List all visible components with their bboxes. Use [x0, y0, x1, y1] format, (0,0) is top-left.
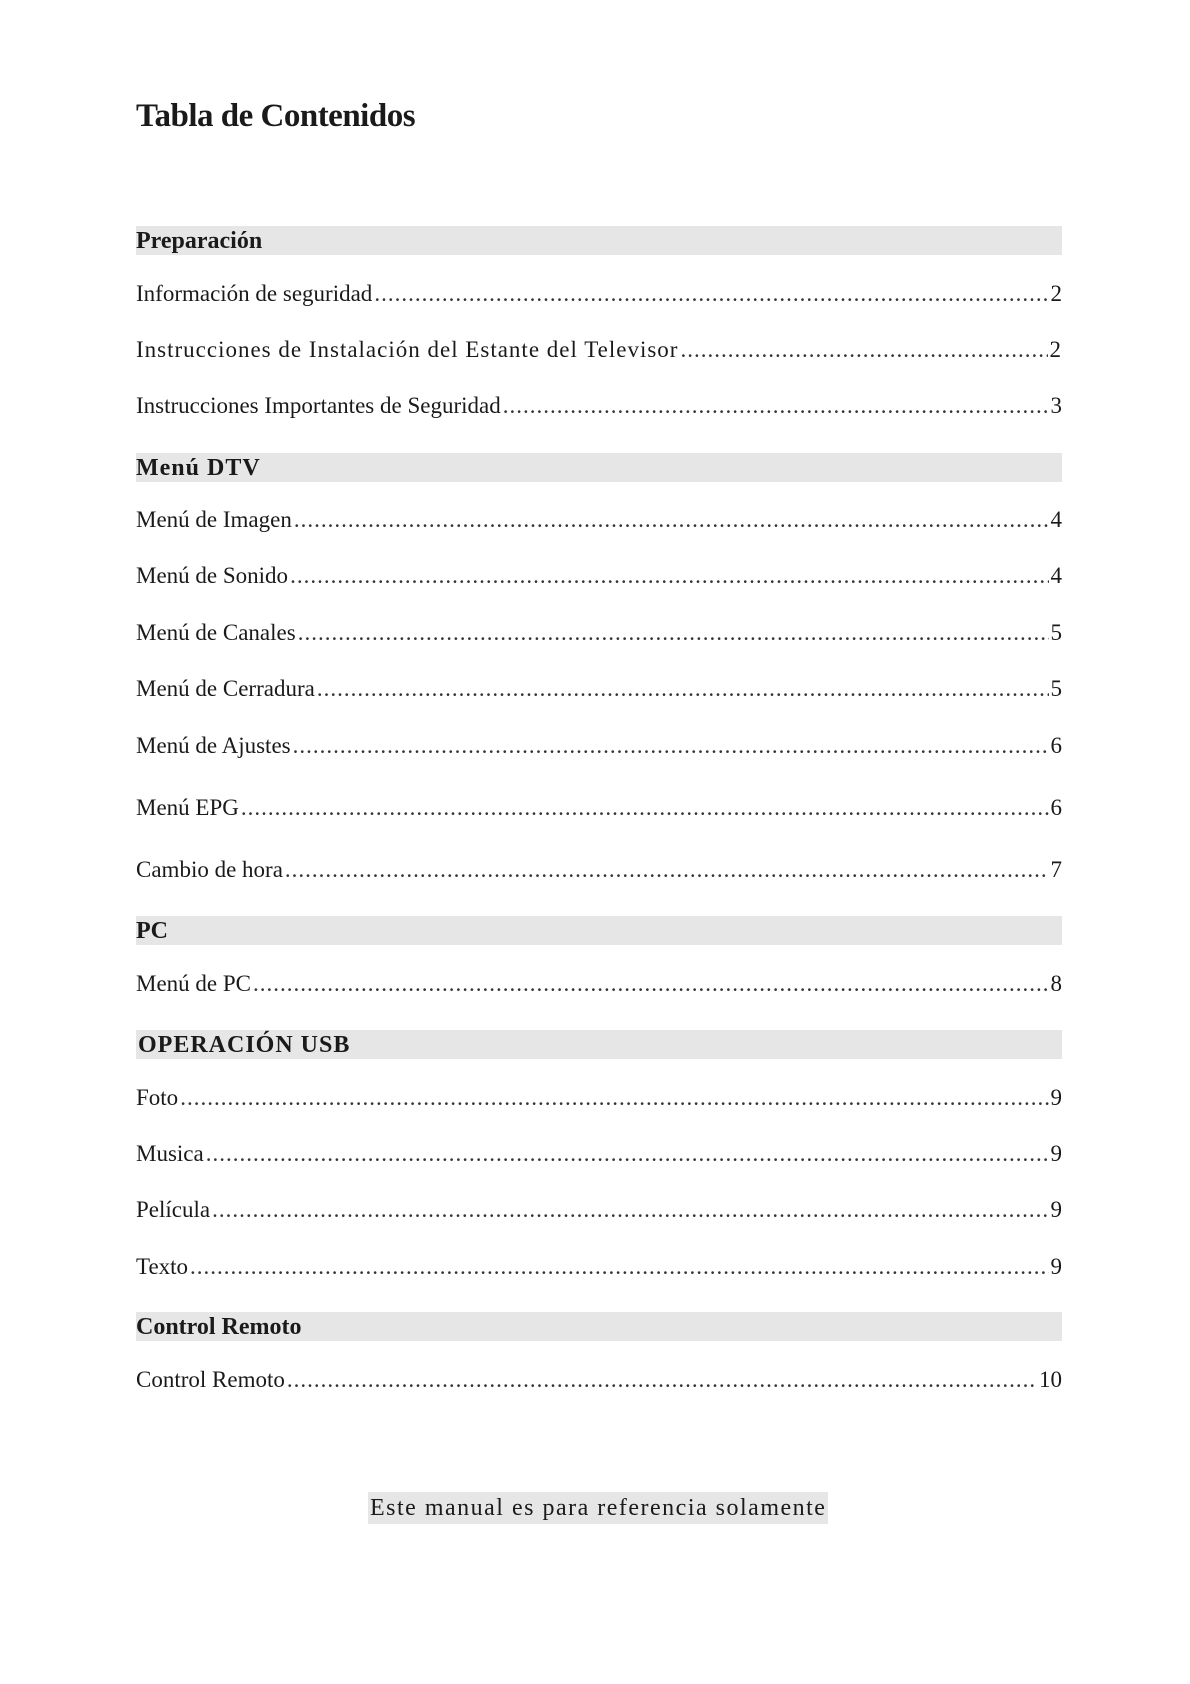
toc-entry-page: 2: [1049, 337, 1062, 362]
toc-entry-page: 9: [1050, 1141, 1062, 1166]
toc-entry-label: Musica: [136, 1141, 204, 1166]
dot-leader: [298, 620, 1049, 646]
toc-entry-page: 4: [1050, 507, 1062, 532]
dot-leader: [680, 337, 1047, 363]
toc-entry[interactable]: [136, 1254, 1062, 1286]
toc-entry-label: Menú de Sonido: [136, 563, 289, 588]
toc-entry-page: 9: [1050, 1085, 1062, 1110]
toc-entry-page: 3: [1050, 393, 1062, 418]
toc-entry-page: 9: [1050, 1254, 1062, 1279]
toc-entry-label: Control Remoto: [136, 1367, 285, 1392]
toc-entry-label: Menú de Cerradura: [136, 676, 315, 701]
page-title: Tabla de Contenidos: [136, 98, 416, 134]
dot-leader: [503, 393, 1049, 419]
reference-note: Este manual es para referencia solamente: [368, 1492, 828, 1524]
toc-entry-label: Instrucciones de Instalación del Estante del Televisor: [136, 337, 679, 362]
toc-entry-label: Menú de Imagen: [136, 507, 292, 532]
dot-leader: [317, 676, 1049, 702]
section-heading-pc: PC: [136, 916, 1062, 945]
dot-leader: [290, 563, 1048, 589]
toc-entry-label: Foto: [136, 1085, 179, 1110]
toc-entry[interactable]: [136, 337, 1062, 369]
toc-entry[interactable]: [136, 857, 1062, 889]
toc-entry[interactable]: [136, 971, 1062, 1003]
toc-entry-page: 6: [1050, 733, 1062, 758]
toc-entry-page: 8: [1050, 971, 1062, 996]
toc-entry-page: 5: [1050, 676, 1062, 701]
dot-leader: [253, 971, 1049, 997]
toc-entry[interactable]: [136, 620, 1062, 652]
toc-entry[interactable]: [136, 1197, 1062, 1229]
toc-entry[interactable]: [136, 733, 1062, 765]
toc-entry-label: Texto: [136, 1254, 189, 1279]
toc-entry-label: Película: [136, 1197, 211, 1222]
toc-entry[interactable]: [136, 281, 1062, 313]
toc-entry[interactable]: [136, 795, 1062, 827]
toc-entry[interactable]: [136, 563, 1062, 595]
toc-entry[interactable]: [136, 1141, 1062, 1173]
section-heading-preparacion: Preparación: [136, 226, 1062, 255]
toc-entry-label: Información de seguridad: [136, 281, 373, 306]
toc-entry-page: 7: [1050, 857, 1062, 882]
toc-entry-page: 10: [1039, 1367, 1062, 1392]
toc-entry-page: 2: [1050, 281, 1062, 306]
toc-entry[interactable]: [136, 676, 1062, 708]
dot-leader: [374, 281, 1048, 307]
toc-entry[interactable]: [136, 507, 1062, 539]
toc-entry-page: 9: [1050, 1197, 1062, 1222]
toc-entry-label: Instrucciones Importantes de Seguridad: [136, 393, 501, 418]
dot-leader: [190, 1254, 1048, 1280]
section-heading-menu-dtv: Menú DTV: [136, 453, 1062, 482]
toc-entry-label: Cambio de hora: [136, 857, 283, 882]
section-heading-control-remoto: Control Remoto: [136, 1312, 1062, 1341]
toc-entry-page: 5: [1050, 620, 1062, 645]
toc-entry-label: Menú de PC: [136, 971, 251, 996]
toc-entry-label: Menú de Ajustes: [136, 733, 291, 758]
toc-entry-page: 6: [1050, 795, 1062, 820]
dot-leader: [285, 857, 1049, 883]
dot-leader: [212, 1197, 1048, 1223]
dot-leader: [293, 733, 1049, 759]
toc-entry[interactable]: [136, 1085, 1062, 1117]
toc-entry-label: Menú de Canales: [136, 620, 296, 645]
toc-entry-label: Menú EPG: [136, 795, 239, 820]
dot-leader: [180, 1085, 1048, 1111]
dot-leader: [287, 1367, 1037, 1393]
toc-entry[interactable]: [136, 1367, 1062, 1399]
toc-entry[interactable]: [136, 393, 1062, 425]
dot-leader: [241, 795, 1049, 821]
toc-entry-page: 4: [1050, 563, 1062, 588]
dot-leader: [294, 507, 1049, 533]
section-heading-usb: OPERACIÓN USB: [136, 1030, 1062, 1059]
dot-leader: [206, 1141, 1049, 1167]
